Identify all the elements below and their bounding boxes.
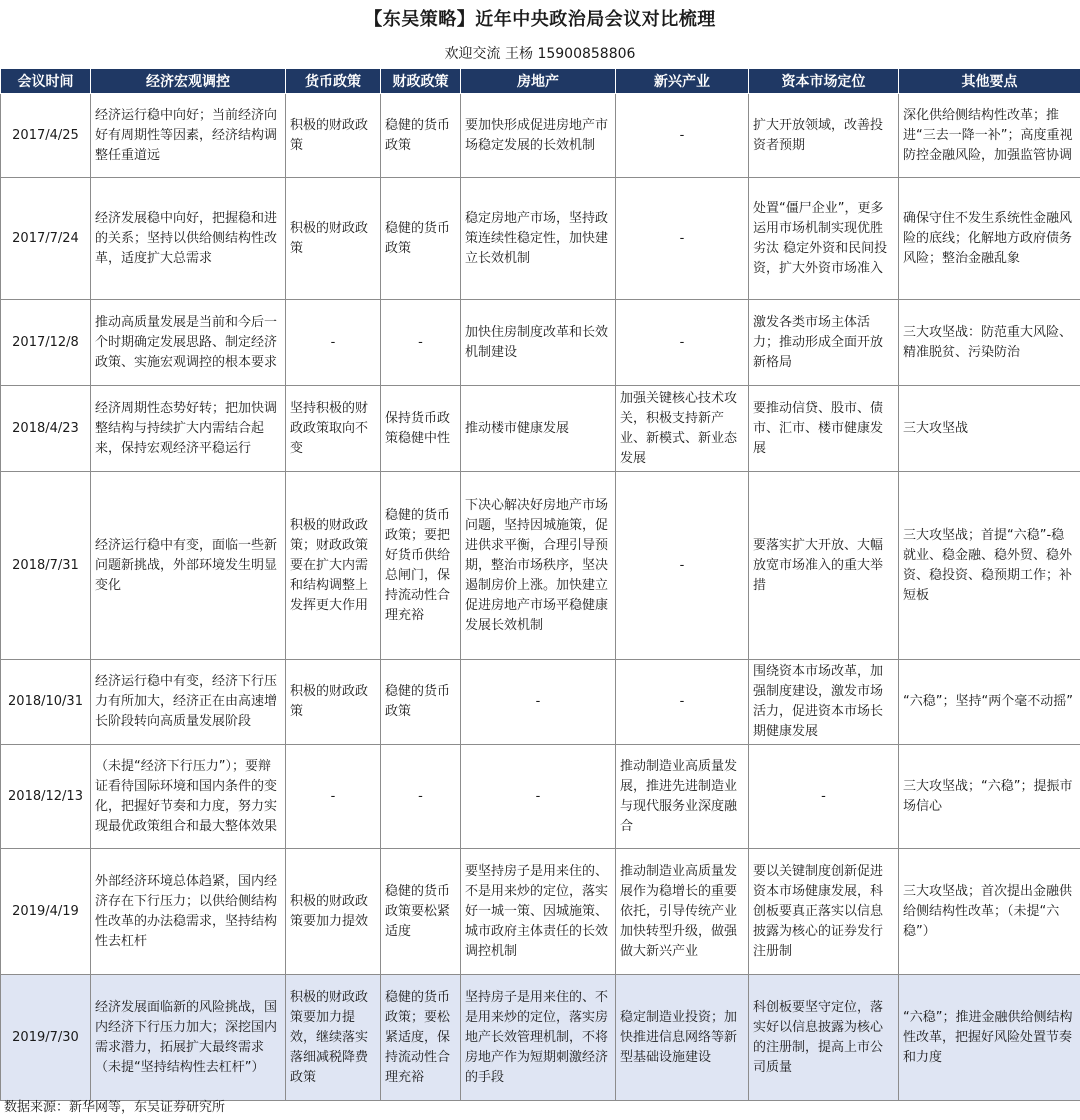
meeting-date: 2017/12/8	[1, 300, 91, 386]
emerging-cell: 加强关键核心技术攻关，积极支持新产业、新模式、新业态发展	[616, 386, 749, 472]
meeting-date: 2019/4/19	[1, 849, 91, 975]
realestate-cell: 下决心解决好房地产市场问题，坚持因城施策，促进供求平衡，合理引导预期，整治市场秩序，坚决遏制房价上涨。加快建立促进房地产市场平稳健康发展长效机制	[461, 472, 616, 660]
meeting-date: 2017/4/25	[1, 94, 91, 178]
table-row	[1, 660, 1080, 745]
other-cell: “六稳”；推进金融供给侧结构性改革，把握好风险处置节奏和力度	[899, 975, 1080, 1101]
fiscal-cell: 保持货币政策稳健中性	[381, 386, 461, 472]
macro-cell: 经济发展面临新的风险挑战，国内经济下行压力加大；深挖国内需求潜力，拓展扩大最终需求（未提“坚持结构性去杠杆”）	[91, 975, 286, 1101]
table-row	[1, 745, 1080, 849]
fiscal-cell: 稳健的货币政策；要松紧适度，保持流动性合理充裕	[381, 975, 461, 1101]
fiscal-cell: 稳健的货币政策	[381, 178, 461, 300]
emerging-cell: -	[616, 660, 749, 745]
realestate-cell: 坚持房子是用来住的、不是用来炒的定位，落实房地产长效管理机制，不将房地产作为短期刺激经济的手段	[461, 975, 616, 1101]
monetary-cell: 积极的财政政策；财政政策要在扩大内需和结构调整上发挥更大作用	[286, 472, 381, 660]
meeting-date: 2017/7/24	[1, 178, 91, 300]
realestate-cell: 稳定房地产市场，坚持政策连续性稳定性，加快建立长效机制	[461, 178, 616, 300]
meeting-date: 2018/4/23	[1, 386, 91, 472]
macro-cell: 外部经济环境总体趋紧，国内经济存在下行压力；以供给侧结构性改革的办法稳需求，坚持结构性去杠杆	[91, 849, 286, 975]
col-header-monetary: 货币政策	[286, 69, 381, 94]
other-cell: 深化供给侧结构性改革；推进“三去一降一补”；高度重视防控金融风险，加强监管协调	[899, 94, 1080, 178]
realestate-cell: 要坚持房子是用来住的、不是用来炒的定位，落实好一城一策、因城施策、城市政府主体责任的长效调控机制	[461, 849, 616, 975]
fiscal-cell: -	[381, 745, 461, 849]
table-row	[1, 849, 1080, 975]
macro-cell: （未提“经济下行压力”）；要辩证看待国际环境和国内条件的变化，把握好节奏和力度，努力实现最优政策组合和最大整体效果	[91, 745, 286, 849]
macro-cell: 推动高质量发展是当前和今后一个时期确定发展思路、制定经济政策、实施宏观调控的根本要求	[91, 300, 286, 386]
monetary-cell: 积极的财政政策	[286, 94, 381, 178]
col-header-realestate: 房地产	[461, 69, 616, 94]
monetary-cell: 积极的财政政策	[286, 178, 381, 300]
other-cell: 三大攻坚战	[899, 386, 1080, 472]
fiscal-cell: -	[381, 300, 461, 386]
realestate-cell: -	[461, 745, 616, 849]
col-header-emerging: 新兴产业	[616, 69, 749, 94]
emerging-cell: 稳定制造业投资；加快推进信息网络等新型基础设施建设	[616, 975, 749, 1101]
macro-cell: 经济发展稳中向好，把握稳和进的关系；坚持以供给侧结构性改革，适度扩大总需求	[91, 178, 286, 300]
realestate-cell: 推动楼市健康发展	[461, 386, 616, 472]
macro-cell: 经济周期性态势好转；把加快调整结构与持续扩大内需结合起来，保持宏观经济平稳运行	[91, 386, 286, 472]
data-source-note: 数据来源：新华网等，东吴证券研究所	[4, 1100, 226, 1115]
monetary-cell: 积极的财政政策	[286, 660, 381, 745]
report-title: 【东吴策略】近年中央政治局会议对比梳理	[364, 9, 716, 30]
other-cell: 三大攻坚战；首提“六稳”-稳就业、稳金融、稳外贸、稳外资、稳投资、稳预期工作；补短板	[899, 472, 1080, 660]
emerging-cell: 推动制造业高质量发展作为稳增长的重要依托，引导传统产业加快转型升级，做强做大新兴产业	[616, 849, 749, 975]
macro-cell: 经济运行稳中有变，经济下行压力有所加大，经济正在由高速增长阶段转向高质量发展阶段	[91, 660, 286, 745]
emerging-cell: -	[616, 472, 749, 660]
header-row	[1, 69, 1080, 94]
meeting-date: 2018/12/13	[1, 745, 91, 849]
comparison-table	[0, 68, 1080, 1101]
table-row	[1, 386, 1080, 472]
fiscal-cell: 稳健的货币政策要松紧适度	[381, 849, 461, 975]
capital-cell: 要落实扩大开放、大幅放宽市场准入的重大举措	[749, 472, 899, 660]
meeting-date: 2018/10/31	[1, 660, 91, 745]
meeting-date: 2019/7/30	[1, 975, 91, 1101]
other-cell: “六稳”；坚持“两个毫不动摇”	[899, 660, 1080, 745]
report-subtitle: 欢迎交流 王杨 15900858806	[444, 46, 636, 62]
emerging-cell: -	[616, 300, 749, 386]
other-cell: 三大攻坚战；首次提出金融供给侧结构性改革；（未提“六稳”）	[899, 849, 1080, 975]
fiscal-cell: 稳健的货币政策；要把好货币供给总闸门，保持流动性合理充裕	[381, 472, 461, 660]
col-header-fiscal: 财政政策	[381, 69, 461, 94]
meeting-date: 2018/7/31	[1, 472, 91, 660]
emerging-cell: -	[616, 178, 749, 300]
capital-cell: 处置“僵尸企业”，更多运用市场机制实现优胜劣汰 稳定外资和民间投资，扩大外资市场准入	[749, 178, 899, 300]
other-cell: 三大攻坚战；“六稳”；提振市场信心	[899, 745, 1080, 849]
col-header-date: 会议时间	[1, 69, 91, 94]
realestate-cell: 要加快形成促进房地产市场稳定发展的长效机制	[461, 94, 616, 178]
monetary-cell: 积极的财政政策要加力提效	[286, 849, 381, 975]
monetary-cell: -	[286, 745, 381, 849]
capital-cell: 要以关键制度创新促进资本市场健康发展，科创板要真正落实以信息披露为核心的证券发行注册制	[749, 849, 899, 975]
monetary-cell: -	[286, 300, 381, 386]
emerging-cell: 推动制造业高质量发展，推进先进制造业与现代服务业深度融合	[616, 745, 749, 849]
capital-cell: 要推动信贷、股市、债市、汇市、楼市健康发展	[749, 386, 899, 472]
table-row	[1, 975, 1080, 1101]
realestate-cell: 加快住房制度改革和长效机制建设	[461, 300, 616, 386]
capital-cell: 激发各类市场主体活力；推动形成全面开放新格局	[749, 300, 899, 386]
macro-cell: 经济运行稳中向好；当前经济向好有周期性等因素，经济结构调整任重道远	[91, 94, 286, 178]
col-header-other: 其他要点	[899, 69, 1080, 94]
other-cell: 三大攻坚战：防范重大风险、精准脱贫、污染防治	[899, 300, 1080, 386]
fiscal-cell: 稳健的货币政策	[381, 94, 461, 178]
monetary-cell: 积极的财政政策要加力提效，继续落实落细减税降费政策	[286, 975, 381, 1101]
emerging-cell: -	[616, 94, 749, 178]
fiscal-cell: 稳健的货币政策	[381, 660, 461, 745]
other-cell: 确保守住不发生系统性金融风险的底线；化解地方政府债务风险；整治金融乱象	[899, 178, 1080, 300]
table-row	[1, 94, 1080, 178]
capital-cell: 围绕资本市场改革，加强制度建设，激发市场活力，促进资本市场长期健康发展	[749, 660, 899, 745]
col-header-macro: 经济宏观调控	[91, 69, 286, 94]
capital-cell: 科创板要坚守定位，落实好以信息披露为核心的注册制，提高上市公司质量	[749, 975, 899, 1101]
monetary-cell: 坚持积极的财政政策取向不变	[286, 386, 381, 472]
capital-cell: -	[749, 745, 899, 849]
macro-cell: 经济运行稳中有变，面临一些新问题新挑战，外部环境发生明显变化	[91, 472, 286, 660]
realestate-cell: -	[461, 660, 616, 745]
col-header-capital: 资本市场定位	[749, 69, 899, 94]
capital-cell: 扩大开放领域，改善投资者预期	[749, 94, 899, 178]
table-row	[1, 178, 1080, 300]
table-row	[1, 472, 1080, 660]
table-row	[1, 300, 1080, 386]
